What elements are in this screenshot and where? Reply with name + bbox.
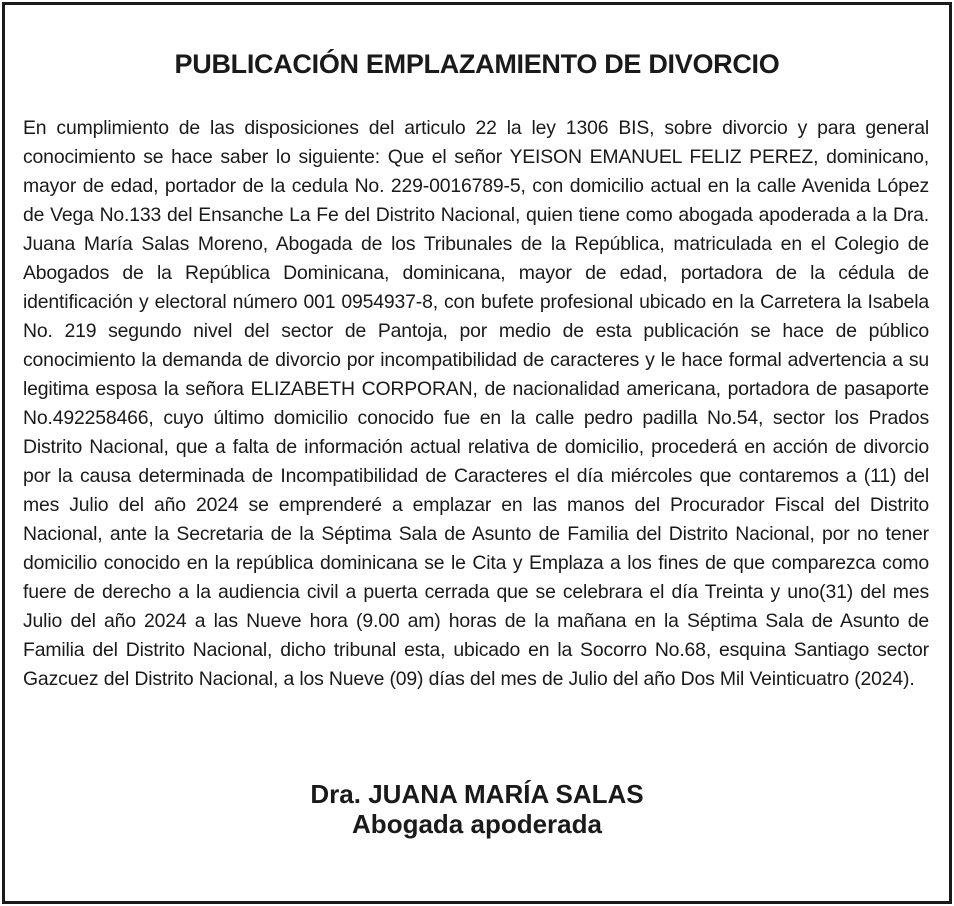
notice-body: En cumplimiento de las disposiciones del articulo 22 la ley 1306 BIS, sobre divorcio y para general conocimiento se hace saber lo siguiente: Que el señor YEISON EMANUEL FELIZ PEREZ, dominicano, mayor de edad, portador de la cedula No. 229-0016789-5, con domicilio actual en la calle Avenida López de Vega No.133 del Ensanche La Fe del Distrito Nacional, quien tiene como abogada apoderada a la Dra. Juana María Salas Moreno, Abogada de los Tribunales de la República, matriculada en el Colegio de Abogados de la República Dominicana, dominicana, mayor de edad, portadora de la cédula de identificación y electoral número 001 0954937-8, con bufete profesional ubicado en la Carretera la Isabela No. 219 segundo nivel del sector de Pantoja, por medio de esta publicación se hace de público conocimiento la demanda de divorcio por incompatibilidad de caracteres y le hace formal advertencia a su legitima esposa la señora ELIZABETH CORPORAN, de nacionalidad americana, portadora de pasaporte No.492258466, cuyo último domicilio conocido fue en la calle pedro padilla No.54, sector los Prados Distrito Nacional, que a falta de información actual relativa de domicilio, procederá en acción de divorcio por la causa determinada de Incompatibilidad de Caracteres el día miércoles que contaremos a (11) del mes Julio del año 2024 se emprenderé a emplazar en las manos del Procurador Fiscal del Distrito Nacional, ante la Secretaria de la Séptima Sala de Asunto de Familia del Distrito Nacional, por no tener domicilio conocido en la república dominicana se le Cita y Emplaza a los fines de que comparezca como fuere de derecho a la audiencia civil a puerta cerrada que se celebrara el día Treinta y uno(31) del mes Julio del año 2024 a las Nueve hora (9.00 am) horas de la mañana en la Séptima Sala de Asunto de Familia del Distrito Nacional, dicho tribunal esta, ubicado en la Socorro No.68, esquina Santiago sector Gazcuez del Distrito Nacional, a los Nueve (09) días del mes de Julio del año Dos Mil Veinticuatro (2024). (23, 117, 929, 690)
signature-name: Dra. JUANA MARÍA SALAS (310, 779, 644, 809)
notice-title: PUBLICACIÓN EMPLAZAMIENTO DE DIVORCIO (174, 49, 780, 79)
signature-block (5, 779, 949, 839)
notice-frame (2, 2, 952, 904)
signature-role: Abogada apoderada (352, 809, 602, 839)
